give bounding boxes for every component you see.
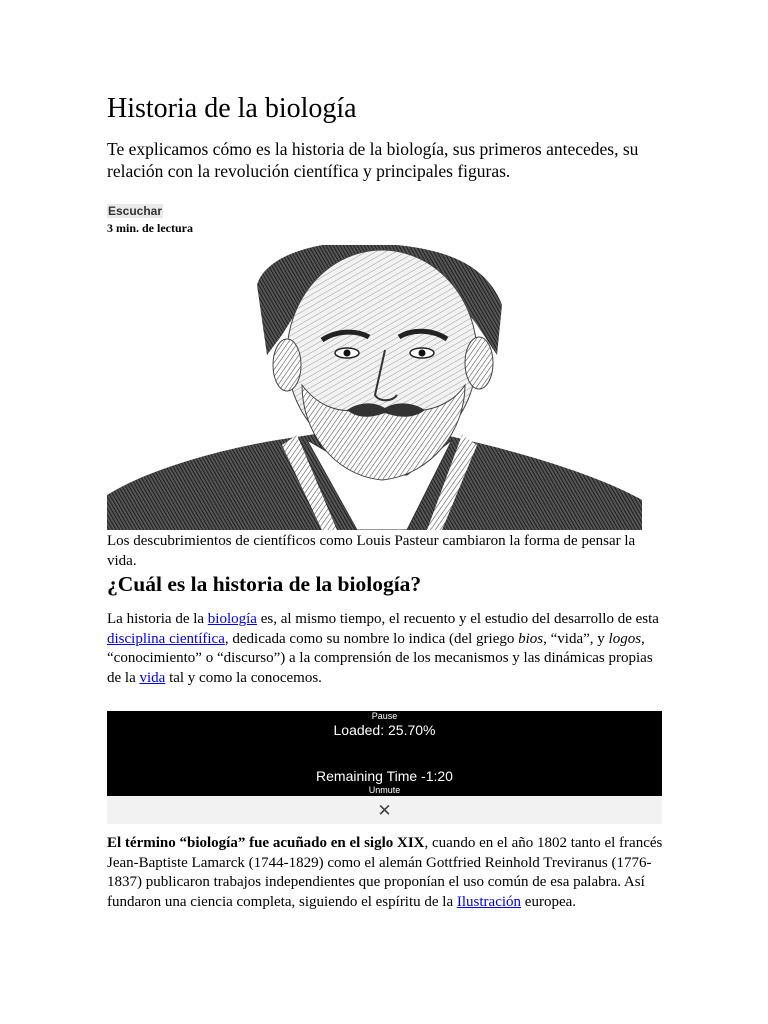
- remaining-time: Remaining Time -1:20: [316, 768, 453, 784]
- pause-button[interactable]: Pause: [371, 711, 398, 721]
- video-close-bar: [107, 796, 662, 824]
- paragraph-termino: [107, 834, 667, 912]
- text-run: , cuando en el año 1802 tanto el francés Jean-Baptiste Lamarck (1744-1829) como el alemán Gottfried Reinhold Treviranus (1776-1837) publicaron trabajos independientes que proponían el uso común de esa palabra. Así fundaron una ciencia completa, siguiendo el espíritu de la: [107, 835, 663, 910]
- emphasis-text: El término “biología” fue acuñado en el siglo XIX: [107, 835, 425, 851]
- text-run: tal y como la conocemos.: [165, 669, 322, 686]
- text-run: La historia de la: [107, 611, 208, 627]
- section-heading: ¿Cuál es la historia de la biología?: [107, 572, 422, 596]
- text-run: europea.: [521, 893, 577, 910]
- text-run: , “conocimiento” o “discurso”) a la comprensión de los mecanismos y las dinámicas propias de la: [107, 630, 653, 686]
- text-run: , dedicada como su nombre lo indica (del griego: [224, 630, 519, 647]
- hero-caption: Los descubrimientos de científicos como Louis Pasteur cambiaron la forma de pensar la vida.: [107, 533, 636, 569]
- portrait-engraving-image: [107, 245, 642, 530]
- article-lede: Te explicamos cómo es la historia de la biología, sus primeros antecedes, su relación con la revolución científica y principales figuras.: [107, 139, 639, 181]
- loaded-status: Loaded: 25.70%: [333, 722, 436, 738]
- link-ilustracion[interactable]: Ilustración: [456, 893, 522, 910]
- text-run: es, al mismo tiempo, el recuento y el estudio del desarrollo de esta: [256, 611, 659, 627]
- term-logos: logos: [608, 630, 642, 647]
- close-icon[interactable]: ✕: [377, 801, 392, 821]
- link-biologia[interactable]: biología: [207, 611, 257, 627]
- listen-button[interactable]: Escuchar: [108, 204, 163, 218]
- term-bios: bios: [518, 630, 544, 647]
- page-title: Historia de la biología: [107, 93, 357, 124]
- read-time: 3 min. de lectura: [107, 221, 193, 235]
- link-vida[interactable]: vida: [139, 669, 166, 686]
- link-disciplina-cientifica[interactable]: disciplina científica: [107, 630, 225, 647]
- video-ad-player[interactable]: [107, 711, 662, 796]
- paragraph-intro: [107, 610, 667, 688]
- hero-image: [107, 245, 642, 530]
- text-run: , “vida”, y: [543, 630, 609, 647]
- unmute-button[interactable]: Unmute: [368, 785, 401, 795]
